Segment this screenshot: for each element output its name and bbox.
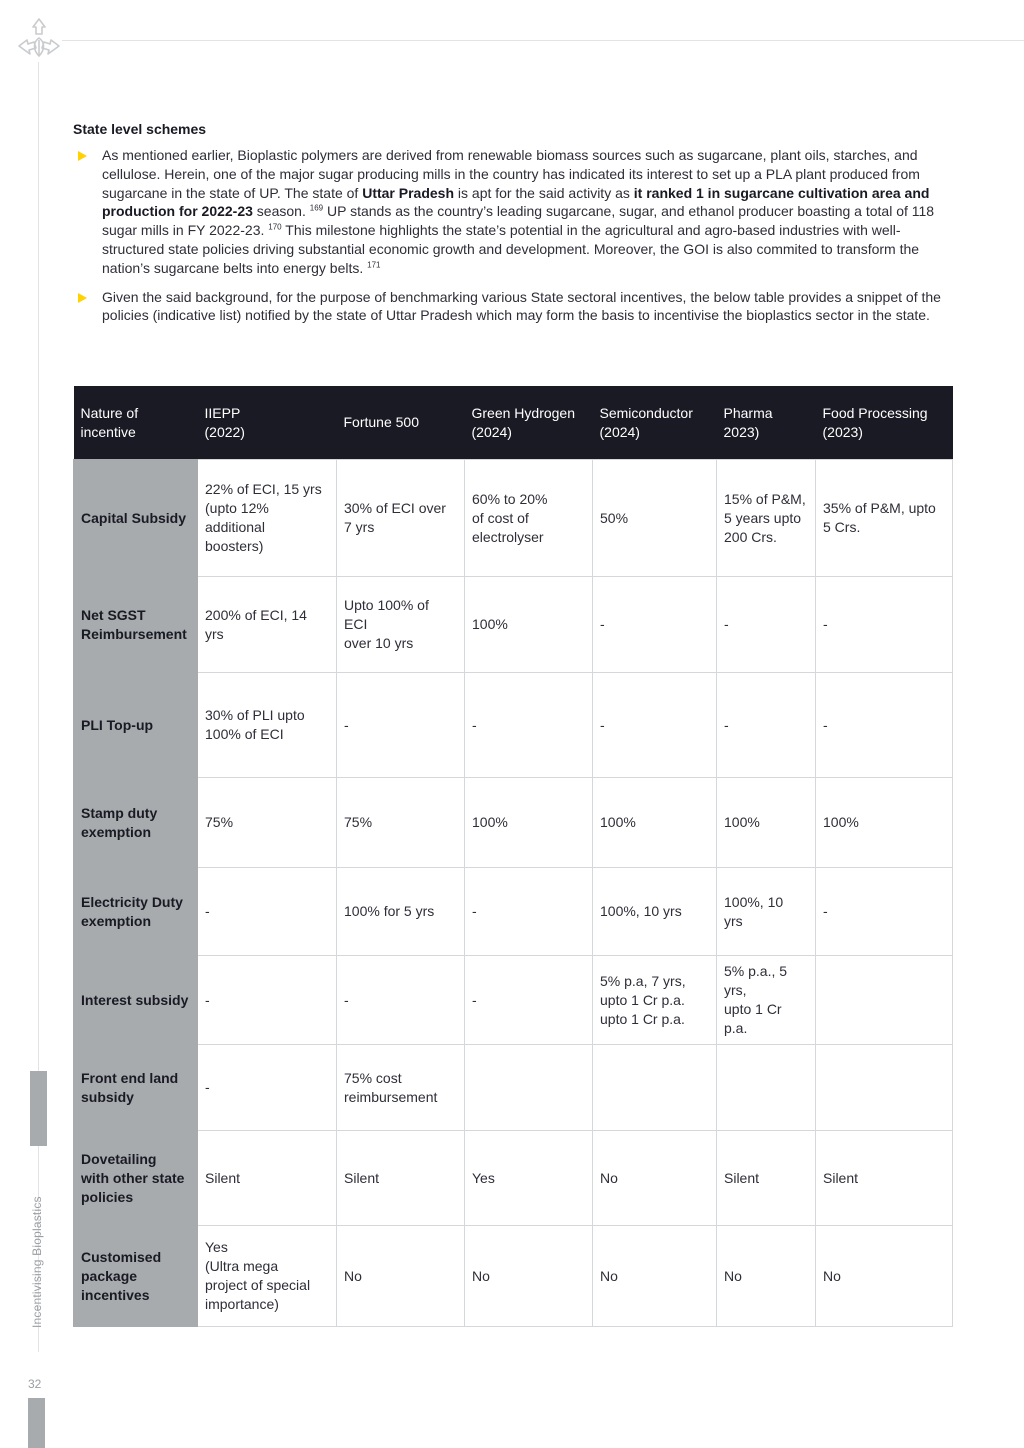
- table-cell: [593, 1045, 717, 1131]
- table-cell: Upto 100% of ECI over 10 yrs: [337, 577, 465, 673]
- table-row: [74, 1226, 953, 1327]
- table-cell: No: [717, 1226, 816, 1327]
- table-cell: -: [198, 956, 337, 1045]
- page-number-bar: [28, 1398, 45, 1448]
- table-cell: 60% to 20% of cost of electrolyser: [465, 460, 593, 577]
- table-row: [74, 868, 953, 956]
- table-cell: 100%, 10 yrs: [717, 868, 816, 956]
- table-cell: No: [337, 1226, 465, 1327]
- table-cell: 75% cost reimbursement: [337, 1045, 465, 1131]
- bullet-item: As mentioned earlier, Bioplastic polymers are derived from renewable biomass sources such as sugarcane, plant oils, starches, and cellulose. Herein, one of the major sugar producing mills in the country has indicated its interest to set up a PLA plant produced from sugarcane in the state of UP. The state of Uttar Pradesh is apt for the said activity as it ranked 1 in sugarcane cultivation area and production for 2022-23 season. $^{169}$ UP stands as the country’s leading sugarcane, sugar, and ethanol producer boasting a total of 118 sugar mills in FY 2022-23. $^{170}$ This milestone highlights the state’s potential in the agricultural and agro-based industries with well-structured state policies driving substantial economic growth and development. Moreover, the GOI is also commited to transform the nation’s sugarcane belts into energy belts. $^{171}$: [73, 146, 948, 278]
- header-rule: [62, 40, 1024, 41]
- header-cell: Fortune 500: [337, 386, 465, 460]
- table-cell: Yes: [465, 1131, 593, 1226]
- table-cell: 100%: [593, 778, 717, 868]
- table-cell: 100%: [717, 778, 816, 868]
- table-cell: [465, 1045, 593, 1131]
- table-row: [74, 1131, 953, 1226]
- table-cell: -: [593, 577, 717, 673]
- table-cell: 75%: [337, 778, 465, 868]
- row-label-cell: Net SGST Reimbursement: [74, 577, 198, 673]
- table-row: [74, 460, 953, 577]
- header-cell: Nature of incentive: [74, 386, 198, 460]
- table-row: [74, 1045, 953, 1131]
- footnote-ref: 171: [367, 260, 381, 270]
- header-cell: Green Hydrogen (2024): [465, 386, 593, 460]
- table-cell: 22% of ECI, 15 yrs (upto 12% additional boosters): [198, 460, 337, 577]
- table-row: [74, 778, 953, 868]
- table-cell: 100%, 10 yrs: [593, 868, 717, 956]
- table-cell: -: [465, 868, 593, 956]
- row-label-cell: Front end land subsidy: [74, 1045, 198, 1131]
- table-cell: 50%: [593, 460, 717, 577]
- row-label-cell: Electricity Duty exemption: [74, 868, 198, 956]
- table-cell: Silent: [816, 1131, 953, 1226]
- table-cell: -: [593, 673, 717, 778]
- row-label-cell: Customised package incentives: [74, 1226, 198, 1327]
- table-cell: -: [337, 956, 465, 1045]
- table-cell: 100% for 5 yrs: [337, 868, 465, 956]
- table-cell: -: [198, 1045, 337, 1131]
- running-section-label: Incentivising Bioplastics: [30, 1196, 44, 1328]
- table-cell: 100%: [465, 577, 593, 673]
- row-label-cell: Stamp duty exemption: [74, 778, 198, 868]
- header-cell: Food Processing (2023): [816, 386, 953, 460]
- table-row: [74, 577, 953, 673]
- table-cell: 100%: [465, 778, 593, 868]
- row-label-cell: Dovetailing with other state policies: [74, 1131, 198, 1226]
- header-cell: IIEPP (2022): [198, 386, 337, 460]
- row-label-cell: Interest subsidy: [74, 956, 198, 1045]
- table-cell: Silent: [337, 1131, 465, 1226]
- section-title: State level schemes: [73, 121, 207, 137]
- table-cell: 35% of P&M, upto 5 Crs.: [816, 460, 953, 577]
- row-label-cell: Capital Subsidy: [74, 460, 198, 577]
- table-cell: -: [465, 956, 593, 1045]
- table-cell: -: [717, 673, 816, 778]
- page-number: 32: [28, 1377, 42, 1391]
- row-label-cell: PLI Top-up: [74, 673, 198, 778]
- table-cell: No: [465, 1226, 593, 1327]
- bullet-list: [73, 146, 948, 325]
- table-cell: -: [337, 673, 465, 778]
- table-cell: 5% p.a, 7 yrs, upto 1 Cr p.a. upto 1 Cr p.a.: [593, 956, 717, 1045]
- table-cell: [717, 1045, 816, 1131]
- table-cell: -: [198, 868, 337, 956]
- bullet-arrow-icon: [78, 293, 87, 303]
- table-cell: 200% of ECI, 14 yrs: [198, 577, 337, 673]
- table-cell: Silent: [198, 1131, 337, 1226]
- bullet-arrow-icon: [78, 151, 87, 161]
- table-cell: 75%: [198, 778, 337, 868]
- bullet-item: Given the said background, for the purpose of benchmarking various State sectoral incentives, the below table provides a snippet of the policies (indicative list) notified by the state of Uttar Pradesh which may form the basis to incentivise the bioplastics sector in the state.: [73, 288, 948, 326]
- table-cell: Silent: [717, 1131, 816, 1226]
- footnote-ref: 170: [268, 222, 282, 232]
- table-cell: No: [593, 1131, 717, 1226]
- table-header-row: [74, 386, 953, 460]
- table-cell: 30% of ECI over 7 yrs: [337, 460, 465, 577]
- table-cell: 5% p.a., 5 yrs, upto 1 Cr p.a.: [717, 956, 816, 1045]
- recycle-leaf-logo-icon: [14, 16, 64, 62]
- table-cell: -: [816, 868, 953, 956]
- table-cell: No: [593, 1226, 717, 1327]
- table-row: [74, 956, 953, 1045]
- footnote-ref: 169: [309, 203, 324, 213]
- table-cell: 100%: [816, 778, 953, 868]
- table-cell: [816, 956, 953, 1045]
- table-cell: -: [465, 673, 593, 778]
- table-cell: -: [717, 577, 816, 673]
- header-cell: Semiconductor (2024): [593, 386, 717, 460]
- table-body: [74, 460, 953, 1327]
- table-cell: 15% of P&M, 5 years upto 200 Crs.: [717, 460, 816, 577]
- table-cell: -: [816, 673, 953, 778]
- table-cell: 30% of PLI upto 100% of ECI: [198, 673, 337, 778]
- header-cell: Pharma 2023): [717, 386, 816, 460]
- table-cell: No: [816, 1226, 953, 1327]
- table-cell: [816, 1045, 953, 1131]
- incentives-table: [73, 386, 953, 1327]
- table-cell: Yes (Ultra mega project of special importance): [198, 1226, 337, 1327]
- table-row: [74, 673, 953, 778]
- table-cell: -: [816, 577, 953, 673]
